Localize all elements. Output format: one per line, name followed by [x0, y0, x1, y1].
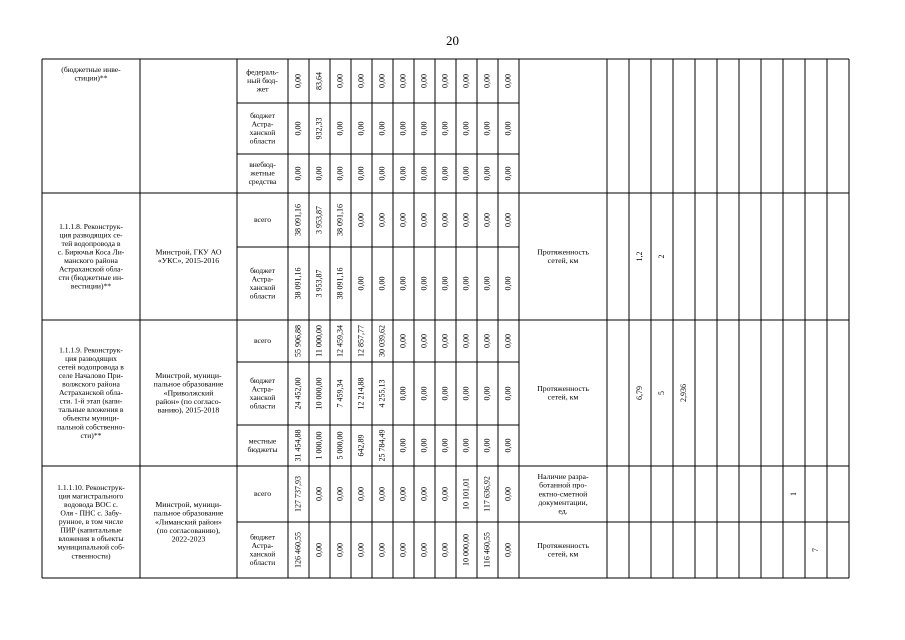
funding-source: федераль-ный бюд-жет — [246, 67, 279, 94]
funding-value: 0,00 — [503, 438, 513, 453]
funding-value: 0,00 — [503, 276, 513, 291]
funding-value: 0,00 — [398, 438, 408, 453]
funding-value: 117 636,92 — [482, 476, 492, 512]
funding-value: 0,00 — [419, 386, 429, 401]
funding-source: бюджет Астра-ханской области — [249, 110, 276, 146]
funding-value: 0,00 — [335, 166, 345, 181]
funding-source: всего — [253, 336, 272, 346]
funding-value: 0,00 — [440, 543, 450, 557]
funding-value: 0,00 — [398, 487, 408, 501]
funding-value: 0,00 — [440, 334, 450, 348]
funding-value: 0,00 — [461, 276, 471, 291]
funding-value: 0,00 — [482, 334, 492, 348]
funding-value: 0,00 — [293, 166, 303, 181]
funding-value: 0,00 — [335, 487, 345, 501]
indicator-value: 7 — [810, 548, 820, 552]
funding-value: 0,00 — [482, 276, 492, 291]
measure-executor: Минстрой, ГКУ АО «УКС», 2015-2016 — [155, 247, 222, 266]
funding-value: 0,00 — [440, 166, 450, 181]
funding-value: 0,00 — [356, 487, 366, 501]
funding-value: 0,00 — [293, 121, 303, 136]
funding-value: 0,00 — [335, 74, 345, 88]
indicator-label: Наличие разра-ботанной про-ектно-сметной документации, ед. — [537, 471, 589, 516]
measure-executor: Минстрой, муници-пальное образование «Приволжский район» (по согласо-ванию), 2015-2018 — [153, 370, 224, 415]
funding-value: 0,00 — [377, 166, 387, 181]
funding-value: 30 039,62 — [377, 325, 387, 357]
funding-value: 0,00 — [356, 276, 366, 291]
funding-value: 0,00 — [503, 334, 513, 348]
indicator-label: Протяженность сетей, км — [537, 540, 589, 559]
funding-value: 0,00 — [461, 334, 471, 348]
funding-value: 0,00 — [377, 121, 387, 136]
measure-name: 1.1.1.10. Реконструк-ция магистрального водовода ВОС с. Оля - ПНС с. Забу-рунное, в том числе ПИР (капитальные вложения в объекты муниципальной соб-ственности) — [57, 483, 125, 561]
funding-value: 0,00 — [503, 166, 513, 181]
measure-executor: Минстрой, муници-пальное образование «Лиманский район» (по согласованию), 2022-2023 — [153, 499, 224, 544]
funding-value: 0,00 — [482, 213, 492, 227]
indicator-value: 5 — [656, 391, 666, 395]
funding-value: 38 091,16 — [293, 267, 303, 300]
funding-value: 0,00 — [461, 121, 471, 136]
funding-value: 0,00 — [419, 276, 429, 291]
funding-value: 0,00 — [461, 386, 471, 401]
funding-value: 12 214,88 — [356, 377, 366, 410]
funding-value: 0,00 — [419, 543, 429, 557]
funding-value: 38 091,16 — [335, 204, 345, 236]
funding-value: 3 953,87 — [314, 206, 324, 234]
funding-value: 0,00 — [398, 74, 408, 88]
funding-value: 55 906,88 — [293, 325, 303, 357]
funding-value: 0,00 — [419, 213, 429, 227]
funding-value: 0,00 — [398, 276, 408, 291]
funding-value: 0,00 — [356, 121, 366, 136]
funding-value: 0,00 — [503, 213, 513, 227]
funding-value: 0,00 — [440, 276, 450, 291]
funding-value: 83,64 — [314, 72, 324, 90]
funding-value: 0,00 — [503, 74, 513, 88]
indicator-value: 1,2 — [634, 251, 644, 262]
indicator-value: 1 — [788, 492, 798, 496]
funding-value: 0,00 — [419, 121, 429, 136]
funding-value: 0,00 — [356, 74, 366, 88]
funding-value: 0,00 — [419, 487, 429, 501]
page-number: 20 — [446, 33, 459, 48]
funding-value: 0,00 — [293, 74, 303, 88]
funding-source: бюджет Астра-ханской области — [249, 375, 276, 411]
funding-value: 24 452,00 — [293, 377, 303, 410]
indicator-value: 2,936 — [678, 384, 688, 402]
funding-value: 0,00 — [356, 213, 366, 227]
funding-value: 0,00 — [419, 166, 429, 181]
funding-value: 0,00 — [398, 543, 408, 557]
funding-value: 0,00 — [314, 543, 324, 557]
funding-value: 38 091,16 — [335, 267, 345, 300]
indicator-value: 6,79 — [634, 386, 644, 400]
funding-value: 0,00 — [398, 334, 408, 348]
funding-value: 0,00 — [314, 166, 324, 181]
funding-value: 11 000,00 — [314, 325, 324, 357]
funding-source: всего — [253, 489, 272, 499]
funding-value: 0,00 — [398, 213, 408, 227]
funding-value: 0,00 — [482, 74, 492, 88]
funding-value: 5 000,00 — [335, 431, 345, 460]
funding-value: 126 460,55 — [293, 532, 303, 568]
funding-value: 0,00 — [440, 121, 450, 136]
funding-value: 0,00 — [377, 487, 387, 501]
funding-source: бюджет Астра-ханской области — [249, 265, 276, 301]
funding-value: 0,00 — [377, 276, 387, 291]
measure-name: (бюджетные инве-стиции)** — [61, 64, 121, 83]
funding-value: 0,00 — [440, 213, 450, 227]
funding-value: 0,00 — [461, 166, 471, 181]
funding-value: 0,00 — [377, 74, 387, 88]
funding-value: 4 255,13 — [377, 379, 387, 408]
funding-value: 10 000,00 — [314, 377, 324, 410]
funding-value: 0,00 — [461, 438, 471, 453]
funding-value: 10 000,00 — [461, 534, 471, 566]
funding-value: 0,00 — [356, 543, 366, 557]
funding-value: 0,00 — [398, 386, 408, 401]
funding-value: 127 737,93 — [293, 476, 303, 512]
funding-value: 0,00 — [482, 386, 492, 401]
funding-value: 3 953,87 — [314, 269, 324, 298]
indicator-label: Протяженность сетей, км — [537, 247, 589, 266]
funding-value: 642,89 — [356, 434, 366, 457]
funding-value: 0,00 — [461, 213, 471, 227]
funding-value: 0,00 — [335, 121, 345, 136]
indicator-value: 2 — [656, 254, 666, 259]
funding-source: всего — [253, 215, 272, 225]
funding-value: 25 784,49 — [377, 429, 387, 462]
funding-value: 0,00 — [398, 121, 408, 136]
funding-value: 0,00 — [482, 166, 492, 181]
indicator-label: Протяженность сетей, км — [537, 383, 589, 402]
funding-value: 0,00 — [461, 74, 471, 88]
funding-value: 0,00 — [503, 543, 513, 557]
funding-value: 0,00 — [503, 386, 513, 401]
funding-value: 0,00 — [419, 74, 429, 88]
funding-value: 12 857,77 — [356, 325, 366, 357]
funding-value: 116 460,55 — [482, 532, 492, 568]
funding-value: 0,00 — [482, 438, 492, 453]
funding-value: 0,00 — [335, 543, 345, 557]
measure-name: 1.1.1.9. Реконструк-ция разводящих сетей водопровода в селе Началово При-волжского района Астраханской обла-сти. 1-й этап (капи-тальные вложения в объекты муници-пальной собственно-сти)** — [57, 345, 125, 440]
funding-value: 0,00 — [314, 487, 324, 501]
funding-value: 0,00 — [377, 543, 387, 557]
funding-source: внебюд-жетные средства — [248, 160, 277, 187]
funding-value: 0,00 — [419, 334, 429, 348]
funding-value: 0,00 — [440, 386, 450, 401]
funding-source: местные бюджеты — [247, 436, 278, 454]
funding-value: 7 459,34 — [335, 379, 345, 408]
funding-value: 0,00 — [440, 74, 450, 88]
funding-value: 10 101,01 — [461, 478, 471, 510]
funding-value: 31 454,88 — [293, 429, 303, 462]
funding-value: 0,00 — [419, 438, 429, 453]
funding-value: 0,00 — [503, 121, 513, 136]
funding-value: 0,00 — [398, 166, 408, 181]
funding-value: 0,00 — [440, 438, 450, 453]
funding-value: 38 091,16 — [293, 204, 303, 236]
funding-value: 1 000,00 — [314, 431, 324, 460]
funding-value: 0,00 — [482, 121, 492, 136]
funding-value: 12 459,34 — [335, 325, 345, 357]
funding-value: 0,00 — [356, 166, 366, 181]
funding-value: 0,00 — [377, 213, 387, 227]
funding-value: 0,00 — [440, 487, 450, 501]
funding-value: 0,00 — [503, 487, 513, 501]
funding-source: бюджет Астра-ханской области — [249, 532, 276, 567]
funding-value: 932,33 — [314, 117, 324, 140]
measure-name: 1.1.1.8. Реконструк-ция разводящих се-тей водопровода в с. Бирючья Коса Ли-манского района Астраханской обла-сти (бюджетные ин-вестиции)** — [57, 221, 125, 291]
